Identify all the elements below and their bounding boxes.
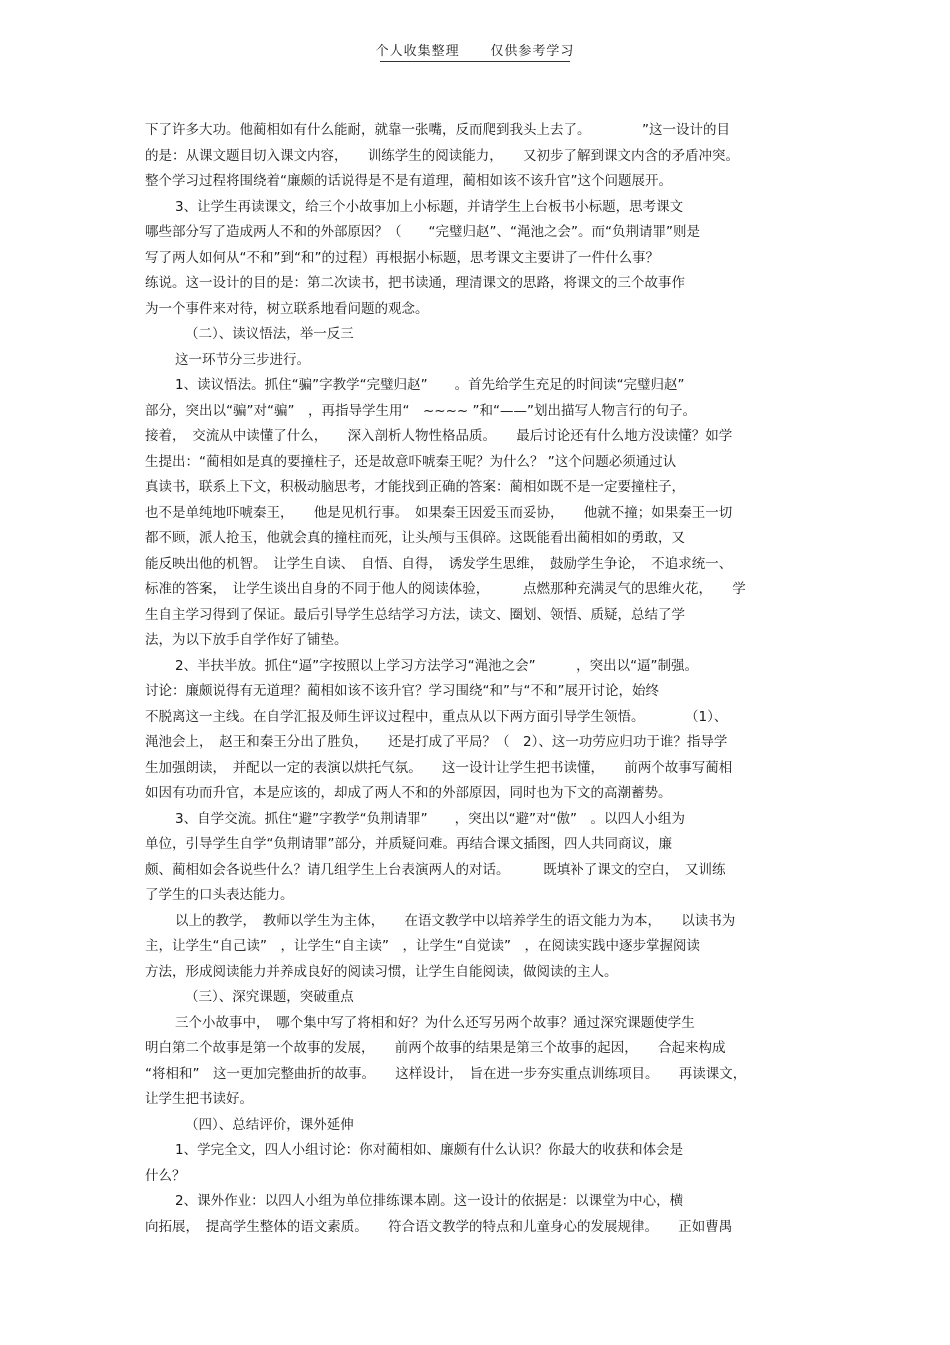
text-line: 主，让学生“自己读” ，让学生“自主读” ，让学生“自觉读” ，在阅读实践中逐步掌握阅读 xyxy=(145,938,700,954)
text-line: 1、学完全文，四人小组讨论：你对蔺相如、廉颇有什么认识？你最大的收获和体会是 xyxy=(175,1142,684,1158)
document-body xyxy=(145,118,810,1240)
text-line: 3、自学交流。抓住“避”字教学“负荆请罪” ，突出以“避”对“傲” 。以四人小组为 xyxy=(175,810,686,827)
text-line: 单位，引导学生自学“负荆请罪”部分，并质疑问难。再结合课文插图，四人共同商议，廉 xyxy=(145,836,672,852)
text-line: 部分，突出以“骗”对“骗” ，再指导学生用“ ~~~~ ”和“——”划出描写人物言行的句子。 xyxy=(145,402,696,419)
text-line: 这一环节分三步进行。 xyxy=(175,351,310,368)
text-line: 下了许多大功。他蔺相如有什么能耐，就靠一张嘴，反而爬到我头上去了。 ”这一设计的目 xyxy=(145,122,731,138)
text-line: 如因有功而升官，本是应该的，却成了两人不和的外部原因，同时也为下文的高潮蓄势。 xyxy=(145,785,672,801)
text-line: 3、让学生再读课文，给三个小故事加上小标题，并请学生上台板书小标题，思考课文 xyxy=(175,198,684,215)
text-line: 都不顾，派人抢玉，他就会真的撞柱而死，让头颅与玉俱碎。这既能看出蔺相如的勇敢，又 xyxy=(145,530,685,546)
text-line: 方法，形成阅读能力并养成良好的阅读习惯，让学生自能阅读，做阅读的主人。 xyxy=(145,963,618,980)
header-underline xyxy=(380,61,570,62)
text-line: 的是：从课文题目切入课文内容， 训练学生的阅读能力， 又初步了解到课文内含的矛盾冲突。 xyxy=(145,147,739,164)
text-line: 不脱离这一主线。在自学汇报及师生评议过程中，重点从以下两方面引导学生领悟。 （1）、 xyxy=(145,708,728,725)
text-line: 练说。这一设计的目的是：第二次读书，把书读通，理清课文的思路，将课文的三个故事作 xyxy=(145,275,685,291)
header-left-text: 个人收集整理 xyxy=(375,44,460,59)
text-line: 能反映出他的机智。 让学生自读、 自悟、自得， 诱发学生思维， 鼓励学生争论， 不追求统一、 xyxy=(145,555,733,572)
text-line: 让学生把书读好。 xyxy=(145,1091,253,1107)
text-line: 真读书，联系上下文，积极动脑思考，才能找到正确的答案：蔺相如既不是一定要撞柱子， xyxy=(145,479,685,495)
text-line: 渑池会上， 赵王和秦王分出了胜负， 还是打成了平局？（ 2）、这一功劳应归功于谁？指导学 xyxy=(145,734,728,750)
text-line: 2、课外作业：以四人小组为单位排练课本剧。这一设计的依据是：以课堂为中心，横 xyxy=(175,1193,684,1209)
text-line: 法，为以下放手自学作好了铺垫。 xyxy=(145,632,348,648)
text-line: 三个小故事中， 哪个集中写了将相和好？为什么还写另两个故事？通过深究课题使学生 xyxy=(175,1014,695,1031)
text-line: （三）、深究课题，突破重点 xyxy=(185,989,354,1005)
text-line: 写了两人如何从“不和”到“和”的过程）再根据小标题，思考课文主要讲了一件什么事？ xyxy=(145,249,659,266)
page-header xyxy=(0,40,950,62)
text-line: 明白第二个故事是第一个故事的发展， 前两个故事的结果是第三个故事的起因， 合起来构成 xyxy=(145,1040,726,1056)
text-line: 向拓展， 提高学生整体的语文素质。 符合语文教学的特点和儿童身心的发展规律。 正如曹禺 xyxy=(145,1218,733,1235)
text-line: 生加强朗读， 并配以一定的表演以烘托气氛。 这一设计让学生把书读懂， 前两个故事写蔺相 xyxy=(145,759,733,776)
text-line: （二）、读议悟法，举一反三 xyxy=(185,326,354,342)
text-line: 生提出：“蔺相如是真的要撞柱子，还是故意吓唬秦王呢？为什么？ ”这个问题必须通过认 xyxy=(145,453,677,470)
text-line: 1、读议悟法。抓住“骗”字教学“完璧归赵” 。首先给学生充足的时间读“完璧归赵” xyxy=(175,377,685,393)
text-line: 颇、蔺相如会各说些什么？请几组学生上台表演两人的对话。 既填补了课文的空白， 又训练 xyxy=(145,861,726,878)
text-line: 标准的答案， 让学生谈出自身的不同于他人的阅读体验， 点燃那种充满灵气的思维火花， 学 xyxy=(145,581,746,597)
header-right-text: 仅供参考学习 xyxy=(490,44,575,59)
text-line: 讨论：廉颇说得有无道理？蔺相如该不该升官？学习围绕“和”与“不和”展开讨论，始终 xyxy=(145,683,659,699)
text-line: （四）、总结评价，课外延伸 xyxy=(185,1116,354,1133)
text-line: 2、半扶半放。抓住“逼”字按照以上学习方法学习“渑池之会” ，突出以“逼”制强。 xyxy=(175,657,699,674)
text-line: 为一个事件来对待，树立联系地看问题的观念。 xyxy=(145,300,429,317)
text-line: 整个学习过程将围绕着“廉颇的话说得是不是有道理，蔺相如该不该升官”这个问题展开。 xyxy=(145,173,672,189)
text-line: 哪些部分写了造成两人不和的外部原因？（ “完璧归赵”、“渑池之会”。而“负荆请罪”则是 xyxy=(145,224,700,240)
text-line: 接着， 交流从中读懂了什么， 深入剖析人物性格品质。 最后讨论还有什么地方没读懂？如学 xyxy=(145,428,733,444)
text-line: 什么？ xyxy=(145,1167,186,1184)
text-line: 也不是单纯地吓唬秦王， 他是见机行事。 如果秦王因爱玉而妥协， 他就不撞；如果秦王一切 xyxy=(145,504,733,521)
text-line: 了学生的口头表达能力。 xyxy=(145,887,294,903)
text-line: “将相和” 这一更加完整曲折的故事。 这样设计， 旨在进一步夯实重点训练项目。 再读课文， xyxy=(145,1065,747,1082)
text-line: 以上的教学， 教师以学生为主体， 在语文教学中以培养学生的语文能力为本， 以读书为 xyxy=(175,912,736,929)
text-line: 生自主学习得到了保证。最后引导学生总结学习方法，读文、圈划、领悟、质疑，总结了学 xyxy=(145,606,685,623)
